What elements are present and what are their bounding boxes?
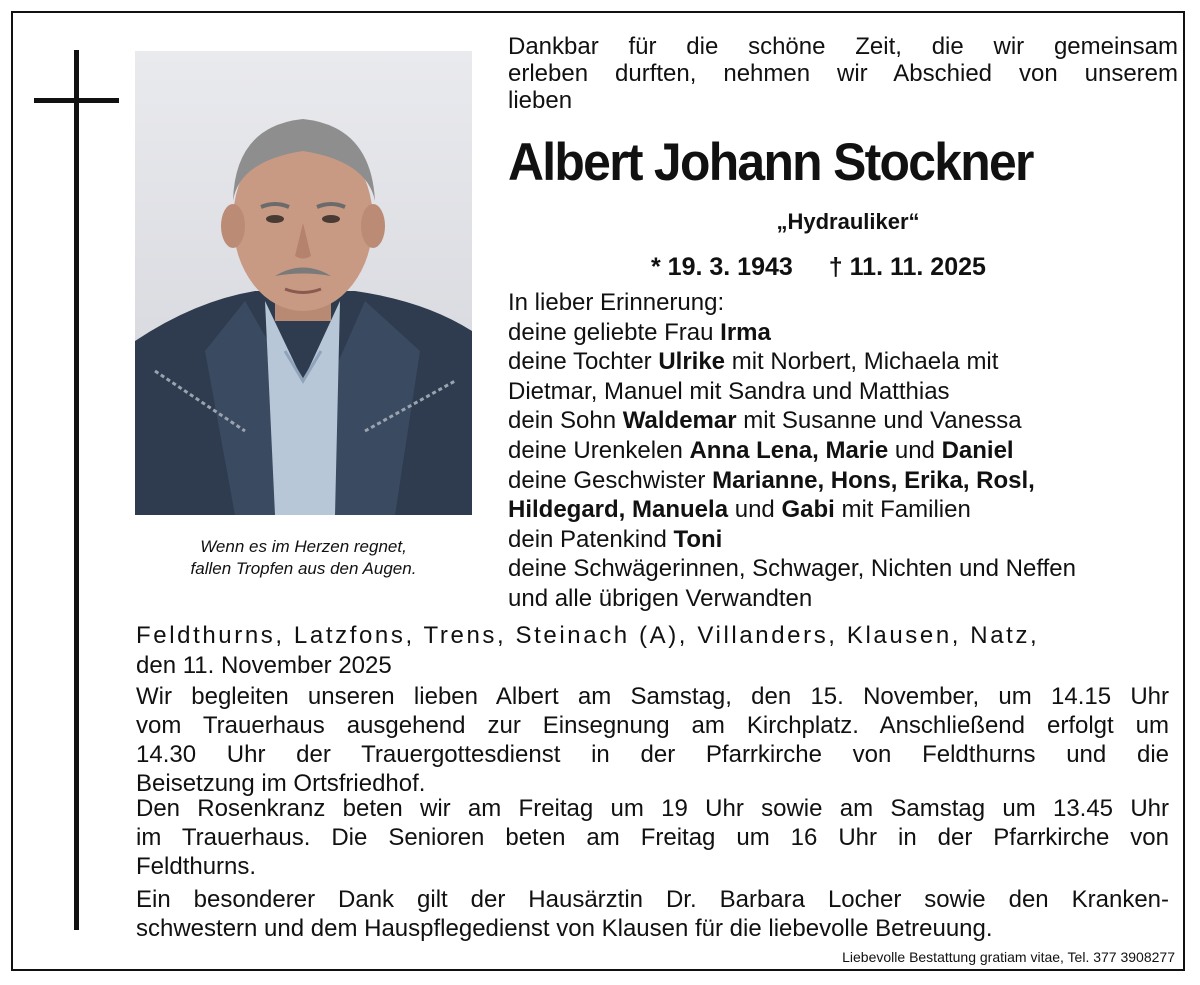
mourner-name: Ulrike (658, 348, 726, 376)
mourner-line (508, 495, 1076, 525)
death-date: † 11. 11. 2025 (828, 253, 986, 281)
birth-date: * 19. 3. 1943 (651, 253, 793, 281)
mourner-text: deine Schwägerinnen, Schwager, Nichten und Neffen (508, 555, 1076, 583)
mourner-line (508, 436, 1076, 466)
mourner-line (508, 318, 1076, 348)
mourner-text: mit Familien (834, 496, 971, 524)
mourner-name: Gabi (781, 496, 835, 524)
cross-icon (74, 50, 79, 930)
mourner-line (508, 554, 1076, 584)
mourner-text: deine Geschwister (508, 466, 713, 494)
mourner-name: Daniel (941, 436, 1014, 464)
intro-line: lieben (508, 87, 573, 114)
life-dates (651, 253, 1022, 282)
mourner-text: deine Urenkelen (508, 436, 690, 464)
paragraph-line: Ein besonderer Dank gilt der Hausärztin Dr. Barbara Locher sowie den Kranken- (136, 886, 1169, 913)
mourner-name: Hildegard, Manuela (508, 496, 729, 524)
paragraph-line: Wir begleiten unseren lieben Albert am Samstag, den 15. November, um 14.15 Uhr (136, 683, 1169, 710)
mourner-text: deine Tochter (508, 348, 659, 376)
mourner-line (508, 525, 1076, 555)
mourner-line (508, 347, 1076, 377)
mourner-text: In lieber Erinnerung: (508, 289, 725, 316)
paragraph-line: Feldthurns. (136, 853, 257, 880)
mourner-name: Toni (673, 525, 723, 553)
rosary-details (136, 794, 1169, 881)
places-line: Feldthurns, Latzfons, Trens, Steinach (A), Villanders, Klausen, Natz, (136, 622, 1040, 649)
mourner-line (508, 406, 1076, 436)
funeral-details (136, 682, 1169, 798)
cross-icon-bar (34, 98, 119, 103)
paragraph-line: schwestern und dem Hauspflegedienst von Klausen für die liebevolle Betreuung. (136, 915, 993, 942)
mourner-line (508, 288, 1076, 318)
deceased-name: Albert Johann Stockner (508, 133, 1033, 192)
paragraph-line: vom Trauerhaus ausgehend zur Einsegnung am Kirchplatz. Anschließend erfolgt um (136, 712, 1169, 739)
portrait-photo (135, 51, 472, 515)
intro-line: erleben durften, nehmen wir Abschied von unserem (508, 60, 1178, 87)
mourner-name: Marianne, Hons, Erika, Rosl, (712, 466, 1035, 494)
portrait-illustration (135, 51, 472, 515)
mourner-text: deine geliebte Frau (508, 318, 721, 346)
intro-line: Dankbar für die schöne Zeit, die wir gemeinsam (508, 33, 1178, 60)
obituary-notice (11, 11, 1185, 971)
mourner-text: und (888, 436, 942, 464)
mourner-line (508, 466, 1076, 496)
photo-caption (135, 536, 472, 580)
caption-line: Wenn es im Herzen regnet, (200, 537, 407, 556)
mourner-text: Dietmar, Manuel mit Sandra und Matthias (508, 377, 950, 405)
paragraph-line: Den Rosenkranz beten wir am Freitag um 19 Uhr sowie am Samstag um 13.45 Uhr (136, 795, 1169, 822)
nickname: „Hydrauliker“ (776, 209, 920, 234)
mourners-list (508, 288, 1076, 614)
caption-line: fallen Tropfen aus den Augen. (190, 559, 417, 578)
mourner-text: dein Patenkind (508, 525, 674, 553)
mourner-name: Waldemar (622, 407, 737, 435)
thanks-text (136, 885, 1169, 943)
mourner-text: mit Susanne und Vanessa (736, 407, 1022, 435)
intro-text (508, 33, 1178, 114)
notice-date: den 11. November 2025 (136, 652, 392, 679)
mourner-text: und alle übrigen Verwandten (508, 584, 813, 612)
mourner-line (508, 377, 1076, 407)
mourner-name: Irma (720, 318, 771, 346)
mourner-line (508, 584, 1076, 614)
mourner-text: mit Norbert, Michaela mit (725, 348, 999, 376)
funeral-home-footer: Liebevolle Bestattung gratiam vitae, Tel. 377 3908277 (842, 949, 1175, 965)
paragraph-line: 14.30 Uhr der Trauergottesdienst in der Pfarrkirche von Feldthurns und die (136, 741, 1169, 768)
mourner-text: und (728, 496, 782, 524)
mourner-text: dein Sohn (508, 407, 623, 435)
mourner-name: Anna Lena, Marie (689, 436, 889, 464)
paragraph-line: Beisetzung im Ortsfriedhof. (136, 770, 426, 797)
paragraph-line: im Trauerhaus. Die Senioren beten am Freitag um 16 Uhr in der Pfarrkirche von (136, 824, 1169, 851)
